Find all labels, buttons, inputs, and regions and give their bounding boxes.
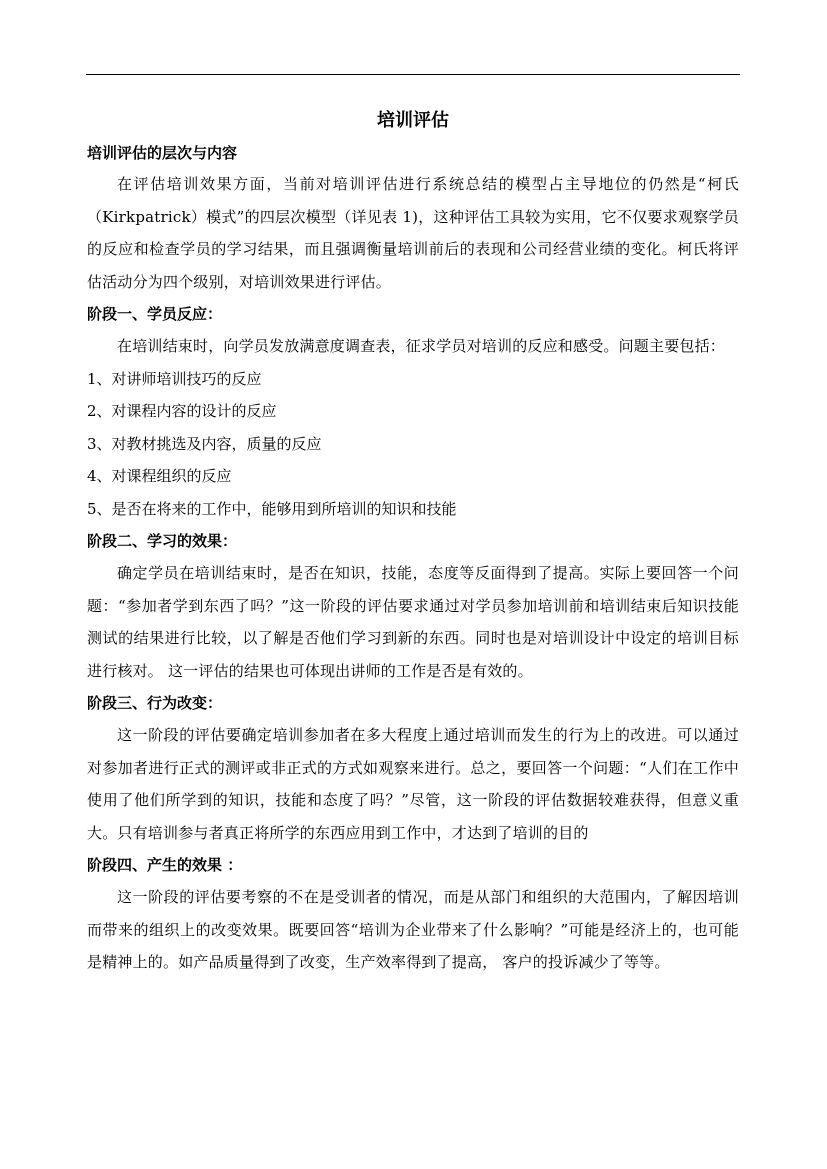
list-item: 1、对讲师培训技巧的反应 (87, 369, 262, 388)
stage1-heading: 阶段一、学员反应： (87, 305, 223, 323)
stage1-list (87, 363, 739, 526)
stage3-heading: 阶段三、行为改变： (87, 694, 223, 712)
section-heading: 培训评估的层次与内容 (87, 144, 238, 162)
list-item: 3、对教材挑选及内容，质量的反应 (87, 434, 322, 453)
document-body (87, 104, 739, 979)
document-title: 培训评估 (377, 110, 449, 131)
stage4-paragraph: 这一阶段的评估要考察的不在是受训者的情况，而是从部门和组织的大范围内，了解因培训而带来的组织上的改变效果。既要回答“培训为企业带来了什么影响？”可能是经济上的，也可能是精神上的。如产品质量得到了改变，生产效率得到了提高， 客户的投诉减少了等等。 (87, 888, 739, 971)
list-item: 5、是否在将来的工作中，能够用到所培训的知识和技能 (87, 499, 457, 518)
intro-paragraph: 在评估培训效果方面，当前对培训评估进行系统总结的模型占主导地位的仍然是“柯氏（Kirkpatrick）模式”的四层次模型（详见表 1)，这种评估工具较为实用，它不仅要求观察学员的反应和检查学员的学习结果，而且强调衡量培训前后的表现和公司经营业绩的变化。柯氏将评估活动分为四个级别，对培训效果进行评估。 (87, 175, 739, 291)
stage3-paragraph: 这一阶段的评估要确定培训参加者在多大程度上通过培训而发生的行为上的改进。可以通过对参加者进行正式的测评或非正式的方式如观察来进行。总之，要回答一个问题：“人们在工作中使用了他们所学到的知识，技能和态度了吗？”尽管，这一阶段的评估数据较难获得，但意义重大。只有培训参与者真正将所学的东西应用到工作中，才达到了培训的目的 (87, 726, 739, 842)
header-rule (86, 74, 740, 75)
list-item: 4、对课程组织的反应 (87, 467, 232, 485)
stage2-paragraph: 确定学员在培训结束时，是否在知识，技能，态度等反面得到了提高。实际上要回答一个问题：“参加者学到东西了吗？”这一阶段的评估要求通过对学员参加培训前和培训结束后知识技能测试的结果进行比较，以了解是否他们学习到新的东西。同时也是对培训设计中设定的培训目标进行核对。 这一评估的结果也可体现出讲师的工作是否是有效的。 (87, 564, 739, 680)
stage2-heading: 阶段二、学习的效果： (87, 532, 238, 550)
list-item: 2、对课程内容的设计的反应 (87, 402, 277, 420)
stage4-heading: 阶段四、产生的效果 ： (87, 856, 243, 874)
stage1-paragraph: 在培训结束时，向学员发放满意度调查表，征求学员对培训的反应和感受。问题主要包括： (117, 337, 726, 355)
